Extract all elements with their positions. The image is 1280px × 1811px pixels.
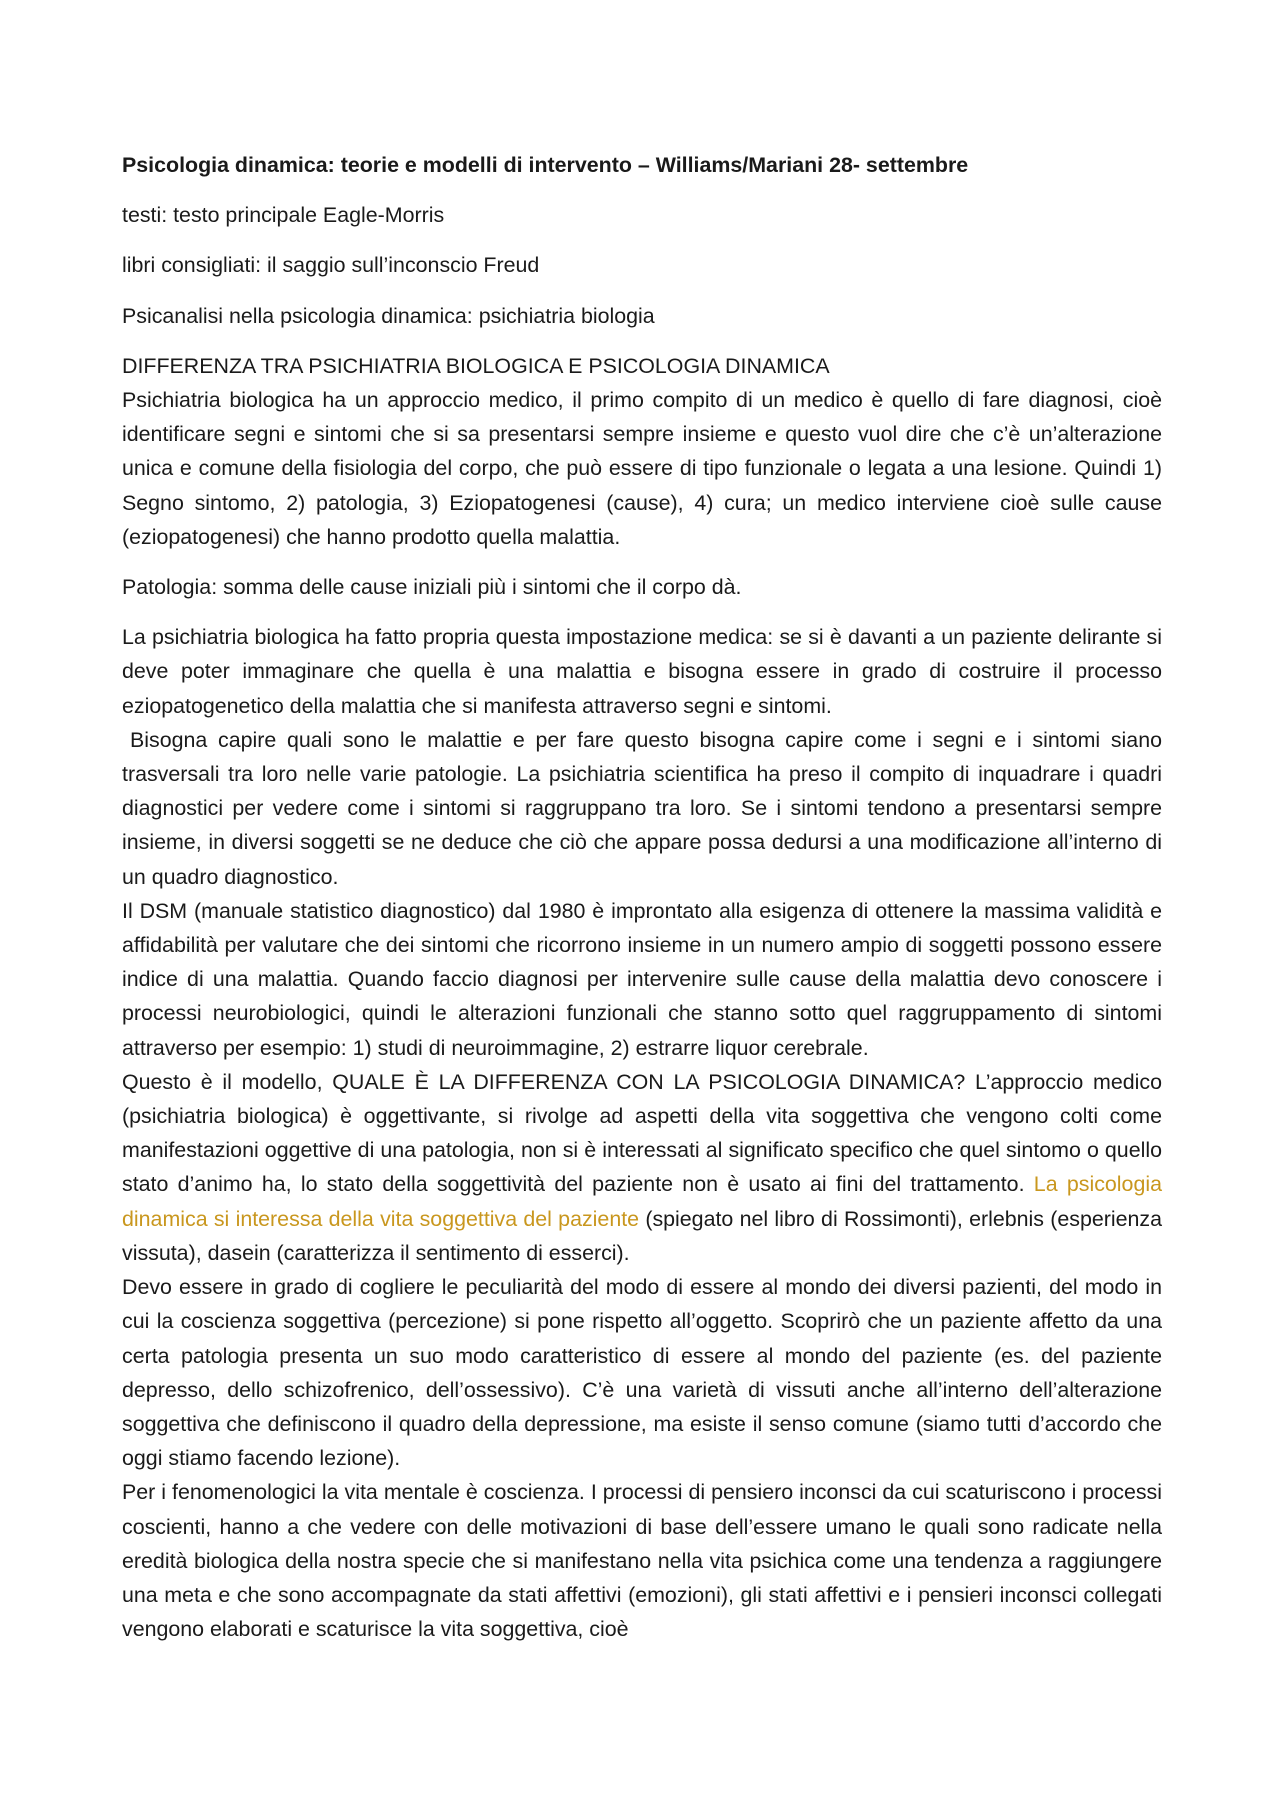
books-line: libri consigliati: il saggio sull’inconscio Freud	[122, 253, 540, 278]
highlighted-text: La psicologia dinamica si interessa della vita soggettiva del paziente	[122, 1172, 1162, 1231]
paragraph-dynamic-psychology-difference	[122, 1065, 1162, 1270]
paragraph-pathology-definition: Patologia: somma delle cause iniziali più i sintomi che il corpo dà.	[122, 575, 742, 600]
paragraph-medical-approach: La psichiatria biologica ha fatto propria questa impostazione medica: se si è davanti a un paziente delirante si deve poter immaginare che quella è una malattia e bisogna essere in grado di costruire il processo eziopatogenetico della malattia che si manifesta attraverso segni e sintomi.	[122, 625, 1162, 718]
paragraph-diagnostic-frames: Bisogna capire quali sono le malattie e per fare questo bisogna capire come i segni e i sintomi siano trasversali tra loro nelle varie patologie. La psichiatria scientifica ha preso il compito di inquadrare i quadri diagnostici per vedere come i sintomi si raggruppano tra loro. Se i sintomi tendono a presentarsi sempre insieme, in diversi soggetti se ne deduce che ciò che appare possa dedursi a una modificazione all’interno di un quadro diagnostico.	[122, 727, 1162, 889]
paragraph-being-in-the-world: Devo essere in grado di cogliere le peculiarità del modo di essere al mondo dei diversi pazienti, del modo in cui la coscienza soggettiva (percezione) si pone rispetto all’oggetto. Scoprirò che un paziente affetto da una certa patologia presenta un suo modo caratteristico di essere al mondo del paziente (es. del paziente depresso, dello schizofrenico, dell’ossessivo). C’è una varietà di vissuti anche all’interno dell’alterazione soggettiva che definiscono il quadro della depressione, ma esiste il senso comune (siamo tutti d’accordo che oggi stiamo facendo lezione).	[122, 1275, 1162, 1471]
paragraph-biological-psychiatry: Psichiatria biologica ha un approccio medico, il primo compito di un medico è quello di fare diagnosi, cioè identificare segni e sintomi che si sa presentarsi sempre insieme e questo vuol dire che c’è un’alterazione unica e comune della fisiologia del corpo, che può essere di tipo funzionale o legata a una lesione. Quindi 1) Segno sintomo, 2) patologia, 3) Eziopatogenesi (cause), 4) cura; un medico interviene cioè sulle cause (eziopatogenesi) che hanno prodotto quella malattia.	[122, 388, 1162, 549]
p6-text-after: (spiegato nel libro di Rossimonti), erlebnis (esperienza vissuta), dasein (caratterizza il sentimento di esserci).	[122, 1206, 1163, 1265]
texts-line: testi: testo principale Eagle-Morris	[122, 203, 445, 228]
p6-text-before: Questo è il modello, QUALE È LA DIFFERENZA CON LA PSICOLOGIA DINAMICA? L’approccio medico (psichiatria biologica) è oggettivante, si rivolge ad aspetti della vita soggettiva che vengono colti come manifestazioni oggettive di una patologia, non si è interessati al significato specifico che quel sintomo o quello stato d’animo ha, lo stato della soggettività del paziente non è usato ai fini del trattamento.	[122, 1069, 1162, 1197]
document-title: Psicologia dinamica: teorie e modelli di intervento – Williams/Mariani 28- settembre	[122, 153, 969, 177]
document-page	[122, 148, 1162, 1646]
section-heading: DIFFERENZA TRA PSICHIATRIA BIOLOGICA E PSICOLOGIA DINAMICA	[122, 353, 830, 378]
paragraph-dsm: Il DSM (manuale statistico diagnostico) dal 1980 è improntato alla esigenza di ottenere la massima validità e affidabilità per valutare che dei sintomi che ricorrono insieme in un numero ampio di soggetti possono essere indice di una malattia. Quando faccio diagnosi per intervenire sulle cause della malattia devo conoscere i processi neurobiologici, quindi le alterazioni funzionali che stanno sotto quel raggruppamento di sintomi attraverso per esempio: 1) studi di neuroimmagine, 2) estrarre liquor cerebrale.	[122, 898, 1162, 1060]
paragraph-phenomenology: Per i fenomenologici la vita mentale è coscienza. I processi di pensiero inconsci da cui scaturiscono i processi coscienti, hanno a che vedere con delle motivazioni di base dell’essere umano le quali sono radicate nella eredità biologica della nostra specie che si manifestano nella vita psichica come una tendenza a raggiungere una meta e che sono accompagnate da stati affettivi (emozioni), gli stati affettivi e i pensieri inconsci collegati vengono elaborati e scaturisce la vita soggettiva, cioè	[122, 1480, 1162, 1642]
psychoanalysis-line: Psicanalisi nella psicologia dinamica: psichiatria biologia	[122, 303, 655, 328]
